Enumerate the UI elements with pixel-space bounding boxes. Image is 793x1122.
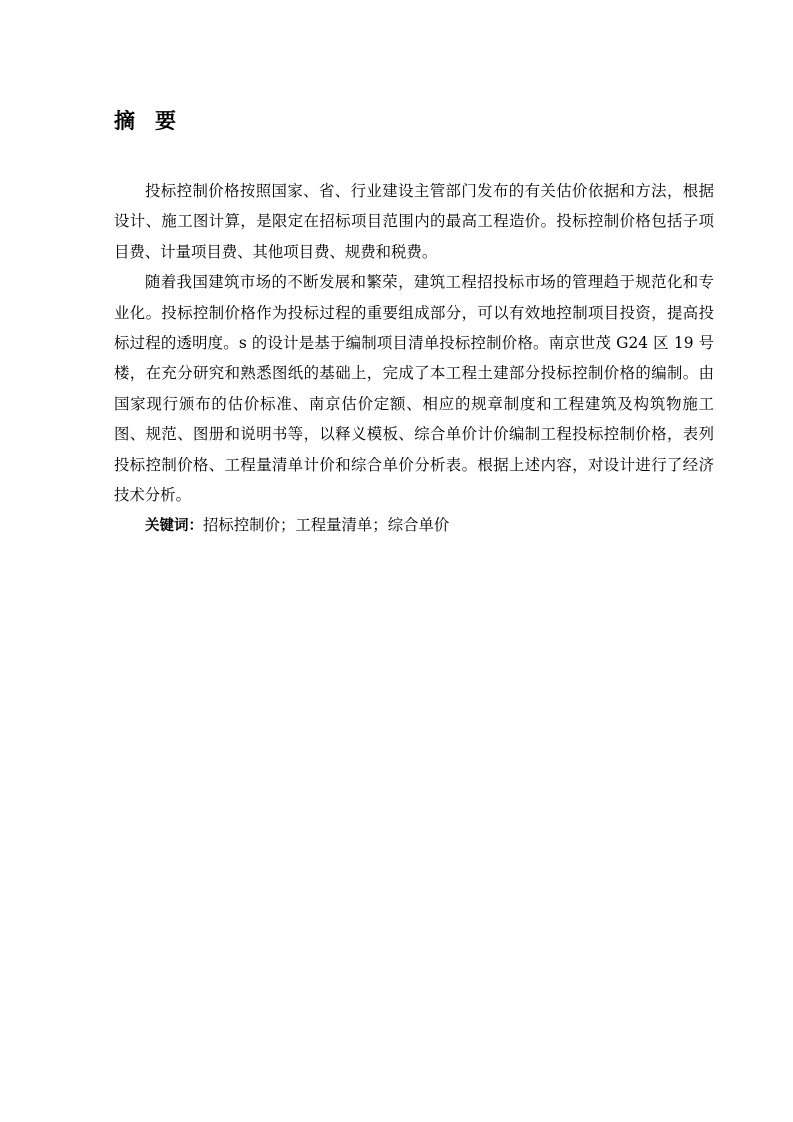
abstract-paragraph-1: 投标控制价格按照国家、省、行业建设主管部门发布的有关估价依据和方法，根据设计、施工图计算，是限定在招标项目范围内的最高工程造价。投标控制价格包括子项目费、计量项目费、其他项目费、规费和税费。 [114,182,714,261]
keywords-text: 招标控制价；工程量清单；综合单价 [203,516,450,535]
abstract-heading [114,106,176,136]
abstract-body [114,176,714,542]
keywords-label: 关键词： [145,518,203,535]
heading-char-2: 要 [155,109,176,133]
heading-char-1: 摘 [114,109,135,133]
keywords-line [114,510,714,541]
abstract-paragraph-2: 随着我国建筑市场的不断发展和繁荣，建筑工程招投标市场的管理趋于规范化和专业化。投标控制价格作为投标过程的重要组成部分，可以有效地控制项目投资，提高投标过程的透明度。s 的设计是基于编制项目清单投标控制价格。南京世茂 G24 区 19 号楼，在充分研究和熟悉图纸的基础上，完成了本工程土建部分投标控制价格的编制。由国家现行颁布的估价标准、南京估价定额、相应的规章制度和工程建筑及构筑物施工图、规范、图册和说明书等，以释义模板、综合单价计价编制工程投标控制价格，表列投标控制价格、工程量清单计价和综合单价分析表。根据上述内容，对设计进行了经济技术分析。 [114,273,714,505]
